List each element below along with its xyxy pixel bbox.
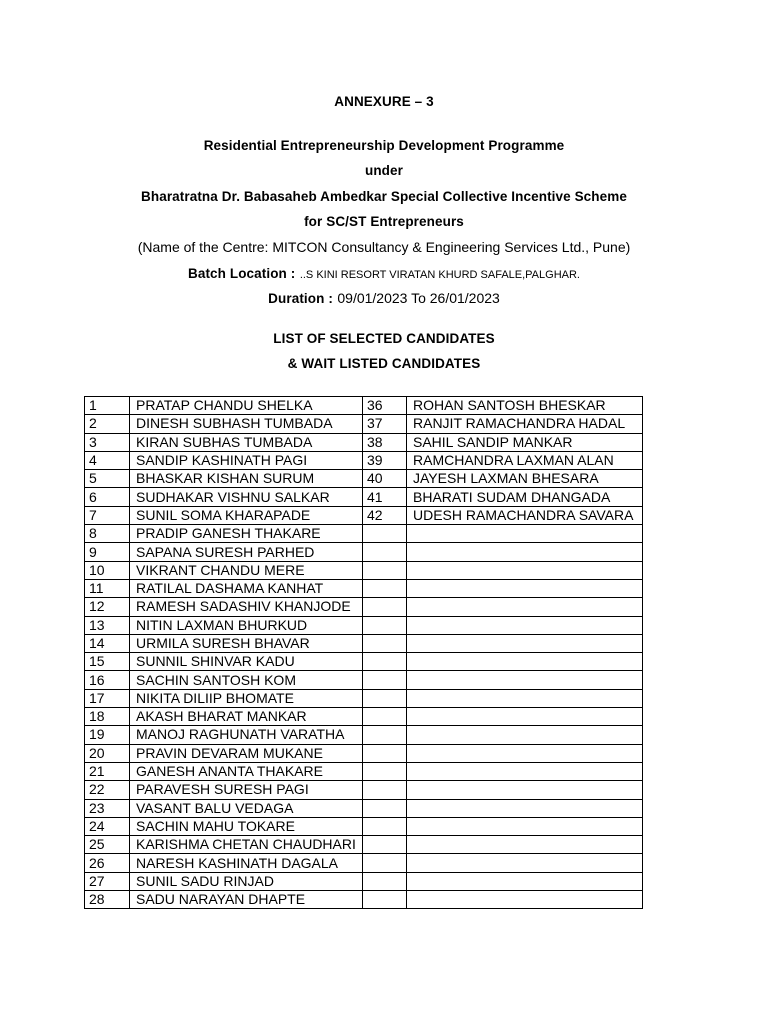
candidate-name: SUNNIL SHINVAR KADU: [130, 653, 363, 671]
annexure-heading: ANNEXURE – 3: [334, 94, 434, 109]
candidate-name: NIKITA DILIIP BHOMATE: [130, 689, 363, 707]
serial-number: [363, 525, 407, 543]
serial-number: 19: [85, 726, 130, 744]
candidate-name: [407, 616, 643, 634]
table-row: [85, 872, 643, 890]
table-row: [85, 525, 643, 543]
serial-number: [363, 854, 407, 872]
table-row: [85, 543, 643, 561]
serial-number: 15: [85, 653, 130, 671]
serial-number: [363, 598, 407, 616]
serial-number: 16: [85, 671, 130, 689]
serial-number: 2: [85, 415, 130, 433]
centre-name: (Name of the Centre: MITCON Consultancy & Engineering Services Ltd., Pune): [137, 239, 631, 255]
scheme-title: Bharatratna Dr. Babasaheb Ambedkar Special Collective Incentive Scheme: [141, 189, 627, 204]
serial-number: [363, 762, 407, 780]
for-scst-text: for SC/ST Entrepreneurs: [304, 214, 464, 229]
list-title-waitlisted: & WAIT LISTED CANDIDATES: [287, 356, 481, 371]
table-row: [85, 488, 643, 506]
candidate-name: VIKRANT CHANDU MERE: [130, 561, 363, 579]
candidate-name: ROHAN SANTOSH BHESKAR: [407, 397, 643, 415]
serial-number: 8: [85, 525, 130, 543]
serial-number: 21: [85, 762, 130, 780]
candidate-name: [407, 854, 643, 872]
table-row: [85, 506, 643, 524]
candidate-name: [407, 653, 643, 671]
table-row: [85, 397, 643, 415]
table-row: [85, 726, 643, 744]
candidate-name: [407, 726, 643, 744]
serial-number: 18: [85, 708, 130, 726]
serial-number: [363, 543, 407, 561]
candidate-name: PRAVIN DEVARAM MUKANE: [130, 744, 363, 762]
candidate-name: [407, 525, 643, 543]
candidate-name: DINESH SUBHASH TUMBADA: [130, 415, 363, 433]
candidate-name: AKASH BHARAT MANKAR: [130, 708, 363, 726]
candidate-name: PRADIP GANESH THAKARE: [130, 525, 363, 543]
duration-value: 09/01/2023 To 26/01/2023: [337, 290, 500, 306]
list-title-selected: LIST OF SELECTED CANDIDATES: [273, 331, 495, 346]
serial-number: 3: [85, 433, 130, 451]
candidate-name: SADU NARAYAN DHAPTE: [130, 891, 363, 909]
serial-number: 1: [85, 397, 130, 415]
candidate-name: SACHIN MAHU TOKARE: [130, 817, 363, 835]
candidate-name: [407, 543, 643, 561]
serial-number: 24: [85, 817, 130, 835]
candidate-name: RAMCHANDRA LAXMAN ALAN: [407, 451, 643, 469]
candidate-name: [407, 799, 643, 817]
candidate-name: KIRAN SUBHAS TUMBADA: [130, 433, 363, 451]
table-row: [85, 708, 643, 726]
serial-number: 39: [363, 451, 407, 469]
serial-number: 9: [85, 543, 130, 561]
table-row: [85, 561, 643, 579]
table-row: [85, 433, 643, 451]
serial-number: 17: [85, 689, 130, 707]
serial-number: 40: [363, 470, 407, 488]
candidate-name: MANOJ RAGHUNATH VARATHA: [130, 726, 363, 744]
candidate-name: [407, 561, 643, 579]
serial-number: 10: [85, 561, 130, 579]
table-row: [85, 671, 643, 689]
candidate-name: RANJIT RAMACHANDRA HADAL: [407, 415, 643, 433]
candidate-name: [407, 708, 643, 726]
table-row: [85, 781, 643, 799]
serial-number: 11: [85, 579, 130, 597]
table-row: [85, 689, 643, 707]
candidate-name: GANESH ANANTA THAKARE: [130, 762, 363, 780]
serial-number: 42: [363, 506, 407, 524]
serial-number: 4: [85, 451, 130, 469]
table-row: [85, 762, 643, 780]
candidates-table: [84, 396, 643, 909]
serial-number: [363, 689, 407, 707]
serial-number: 14: [85, 634, 130, 652]
serial-number: 23: [85, 799, 130, 817]
serial-number: 22: [85, 781, 130, 799]
candidate-name: [407, 671, 643, 689]
serial-number: [363, 671, 407, 689]
table-row: [85, 854, 643, 872]
candidate-name: SACHIN SANTOSH KOM: [130, 671, 363, 689]
candidate-name: [407, 598, 643, 616]
table-row: [85, 598, 643, 616]
serial-number: [363, 653, 407, 671]
table-row: [85, 817, 643, 835]
serial-number: [363, 726, 407, 744]
serial-number: [363, 872, 407, 890]
candidate-name: RATILAL DASHAMA KANHAT: [130, 579, 363, 597]
duration-label: Duration :: [268, 291, 333, 306]
candidate-name: NARESH KASHINATH DAGALA: [130, 854, 363, 872]
candidate-name: [407, 872, 643, 890]
serial-number: 13: [85, 616, 130, 634]
batch-value: ..S KINI RESORT VIRATAN KHURD SAFALE,PALGHAR.: [299, 269, 580, 281]
serial-number: 25: [85, 836, 130, 854]
serial-number: [363, 799, 407, 817]
candidate-name: [407, 817, 643, 835]
table-row: [85, 744, 643, 762]
candidate-name: [407, 689, 643, 707]
serial-number: 7: [85, 506, 130, 524]
serial-number: [363, 781, 407, 799]
candidates-table-body: [85, 397, 643, 909]
serial-number: 20: [85, 744, 130, 762]
table-row: [85, 653, 643, 671]
duration: [0, 290, 768, 308]
candidate-name: [407, 762, 643, 780]
candidate-name: JAYESH LAXMAN BHESARA: [407, 470, 643, 488]
serial-number: 36: [363, 397, 407, 415]
serial-number: [363, 634, 407, 652]
candidate-name: [407, 891, 643, 909]
under-text: under: [364, 163, 403, 178]
programme-title: Residential Entrepreneurship Development Programme: [203, 138, 565, 153]
candidate-name: SUNIL SADU RINJAD: [130, 872, 363, 890]
table-row: [85, 470, 643, 488]
serial-number: 6: [85, 488, 130, 506]
serial-number: 37: [363, 415, 407, 433]
serial-number: 26: [85, 854, 130, 872]
candidate-name: [407, 836, 643, 854]
candidate-name: SAHIL SANDIP MANKAR: [407, 433, 643, 451]
serial-number: [363, 817, 407, 835]
candidate-name: [407, 579, 643, 597]
candidate-name: BHARATI SUDAM DHANGADA: [407, 488, 643, 506]
candidate-name: [407, 781, 643, 799]
candidate-name: SUDHAKAR VISHNU SALKAR: [130, 488, 363, 506]
serial-number: 38: [363, 433, 407, 451]
serial-number: 41: [363, 488, 407, 506]
serial-number: 27: [85, 872, 130, 890]
candidate-name: KARISHMA CHETAN CHAUDHARI: [130, 836, 363, 854]
serial-number: 28: [85, 891, 130, 909]
table-row: [85, 891, 643, 909]
batch-label: Batch Location :: [188, 266, 296, 281]
candidate-name: SAPANA SURESH PARHED: [130, 543, 363, 561]
serial-number: 12: [85, 598, 130, 616]
serial-number: 5: [85, 470, 130, 488]
table-row: [85, 799, 643, 817]
serial-number: [363, 744, 407, 762]
table-row: [85, 579, 643, 597]
serial-number: [363, 708, 407, 726]
candidate-name: SUNIL SOMA KHARAPADE: [130, 506, 363, 524]
serial-number: [363, 561, 407, 579]
serial-number: [363, 891, 407, 909]
table-row: [85, 451, 643, 469]
candidate-name: NITIN LAXMAN BHURKUD: [130, 616, 363, 634]
candidate-name: UDESH RAMACHANDRA SAVARA: [407, 506, 643, 524]
table-row: [85, 634, 643, 652]
candidate-name: BHASKAR KISHAN SURUM: [130, 470, 363, 488]
candidate-name: URMILA SURESH BHAVAR: [130, 634, 363, 652]
serial-number: [363, 579, 407, 597]
table-row: [85, 415, 643, 433]
candidate-name: SANDIP KASHINATH PAGI: [130, 451, 363, 469]
table-row: [85, 836, 643, 854]
serial-number: [363, 836, 407, 854]
candidate-name: PARAVESH SURESH PAGI: [130, 781, 363, 799]
candidate-name: [407, 634, 643, 652]
candidate-name: VASANT BALU VEDAGA: [130, 799, 363, 817]
batch-location: [0, 265, 768, 283]
candidate-name: RAMESH SADASHIV KHANJODE: [130, 598, 363, 616]
serial-number: [363, 616, 407, 634]
candidate-name: [407, 744, 643, 762]
candidate-name: PRATAP CHANDU SHELKA: [130, 397, 363, 415]
table-row: [85, 616, 643, 634]
